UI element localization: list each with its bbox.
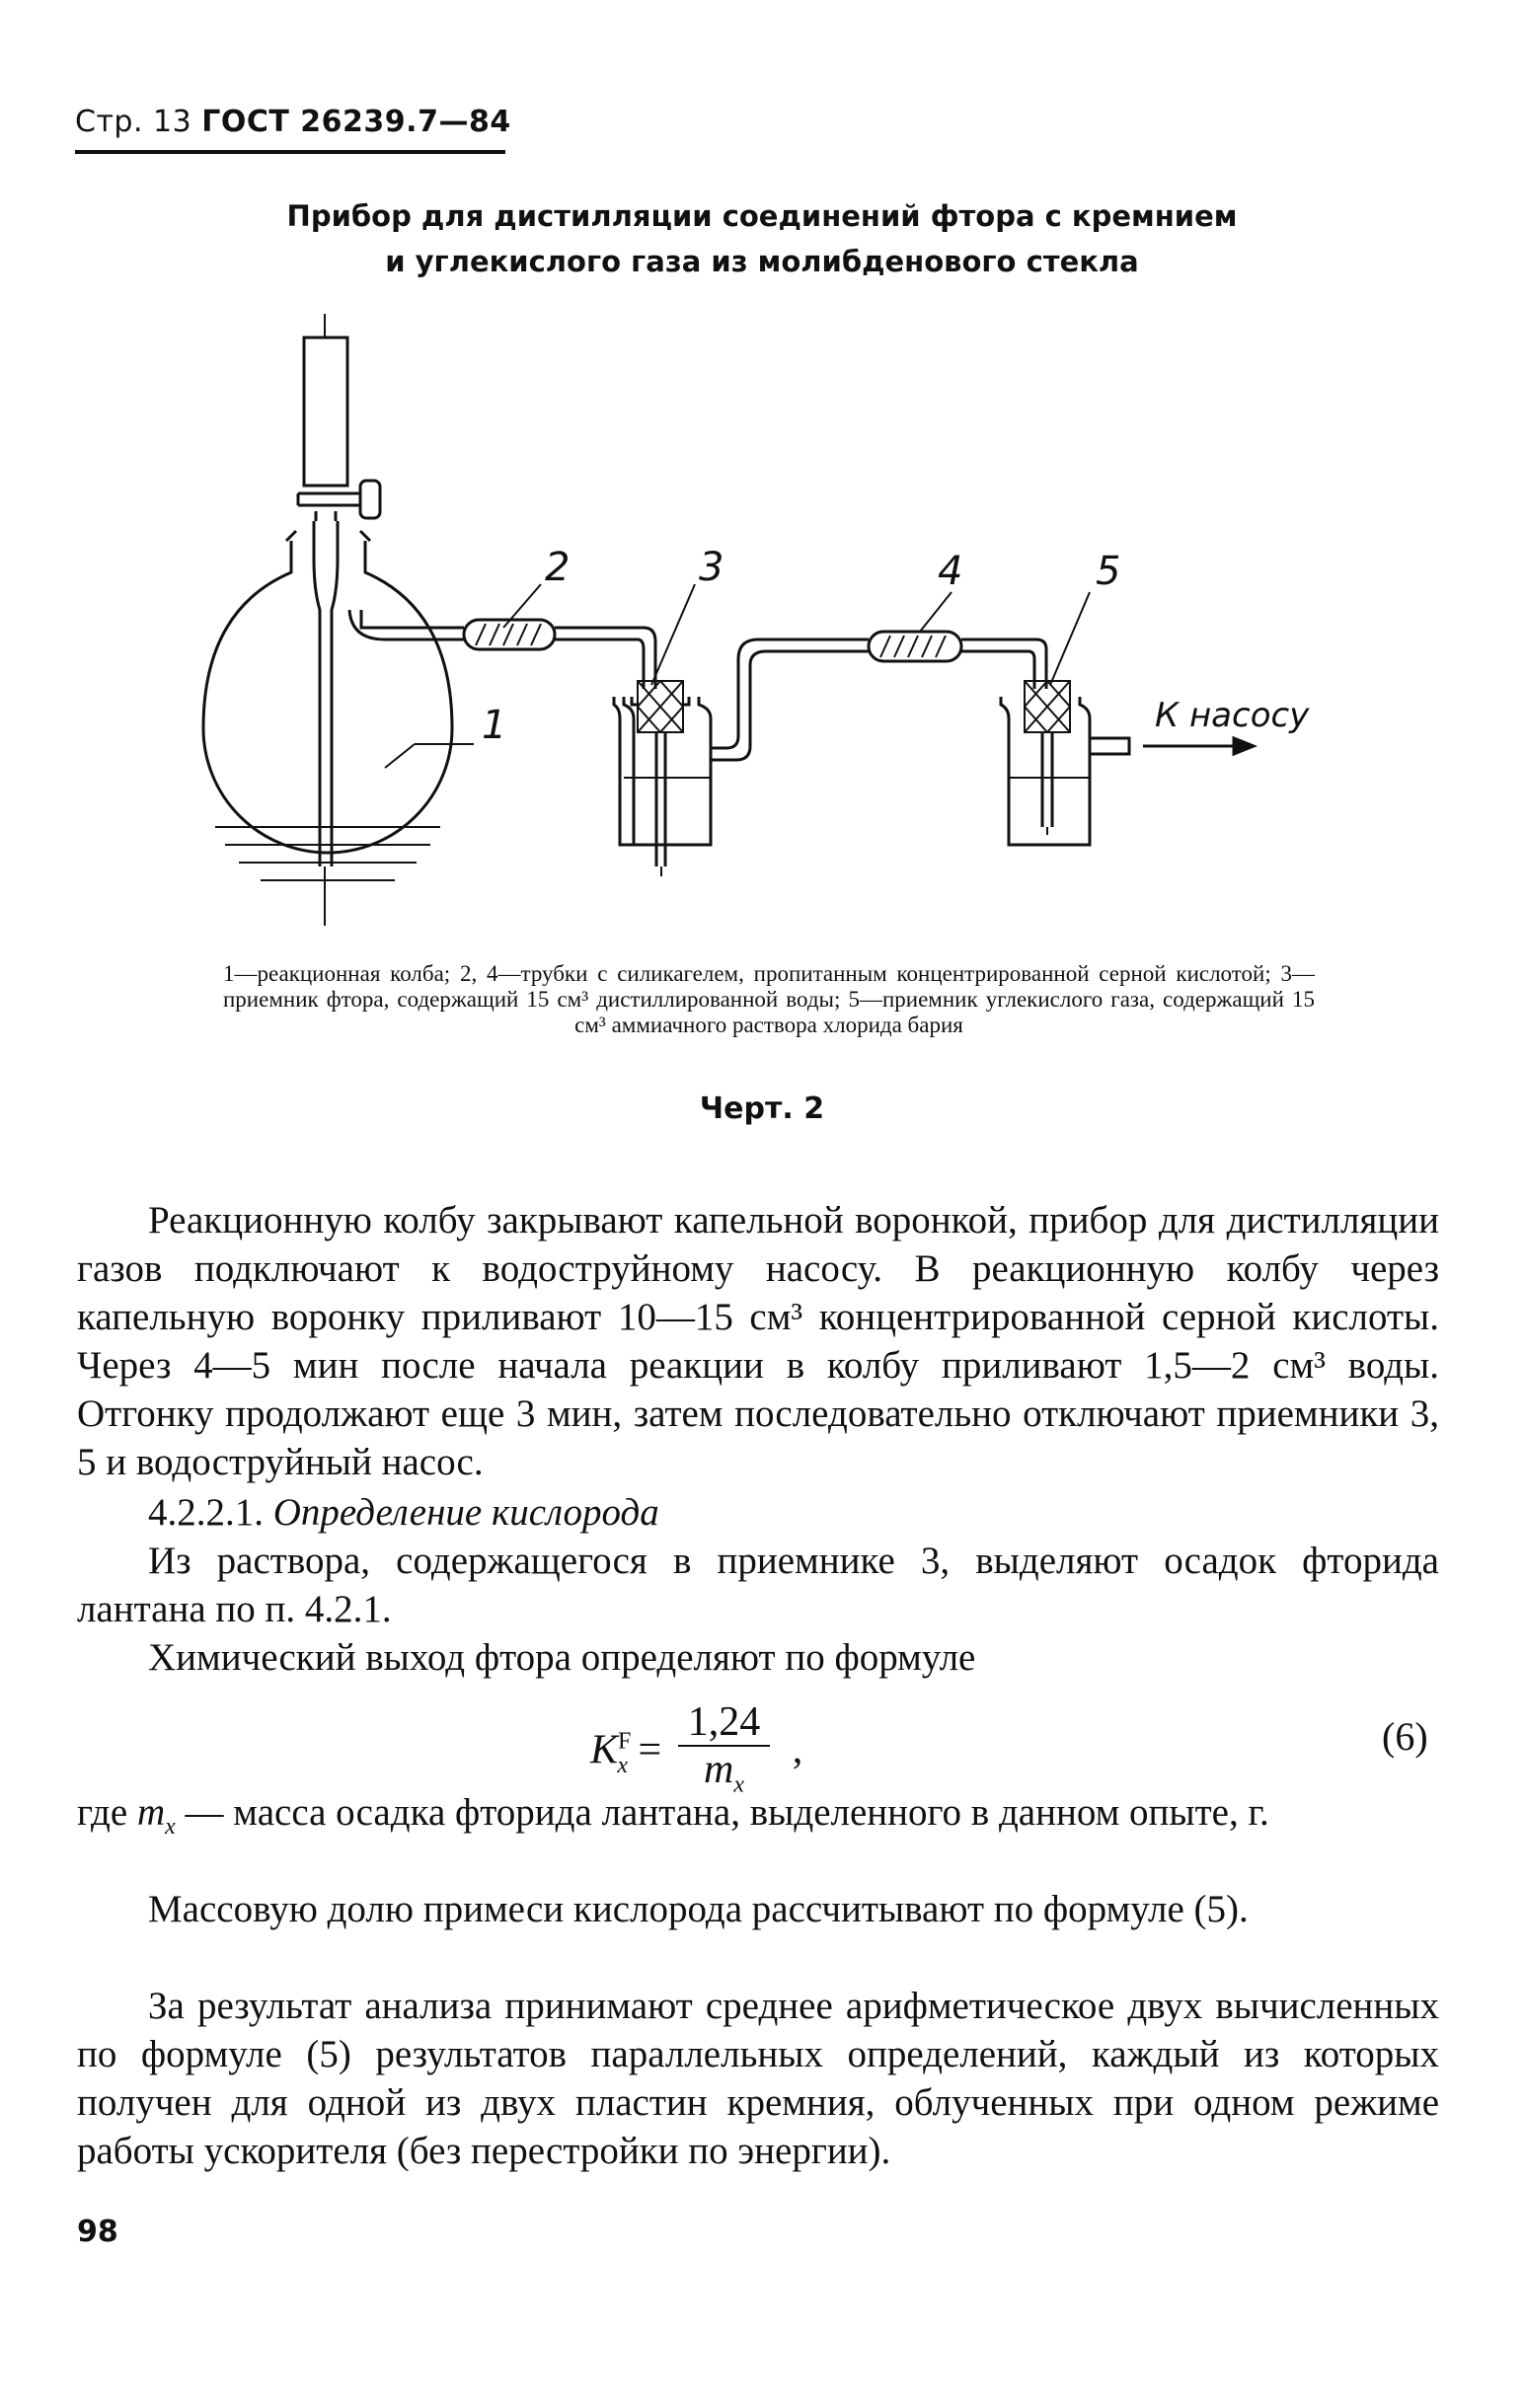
silica-tube-4	[869, 632, 1046, 689]
formula-sup: F	[618, 1728, 632, 1755]
title-line-2: и углекислого газа из молибденового стекла	[385, 245, 1139, 278]
pump-label: К насосу	[1155, 696, 1310, 735]
label-5: 5	[1096, 549, 1121, 594]
dropping-funnel	[298, 314, 380, 926]
section-title: Определение кислорода	[272, 1491, 659, 1534]
label-3: 3	[699, 545, 724, 590]
apparatus-diagram	[178, 314, 1372, 945]
formula-sub: x	[617, 1752, 629, 1778]
standard-number: ГОСТ 26239.7—84	[201, 105, 511, 139]
title-line-1: Прибор для дистилляции соединений фтора с кремнием	[286, 199, 1238, 233]
formula-eq: =	[638, 1727, 662, 1773]
paragraph-5: За результат анализа принимают среднее арифметическое двух вычисленных по формуле (5) результатов параллельных определений, каждый из которых получен для одной из двух пластин кремния, облученных при одном режиме работы ускорителя (без перестройки по энергии).	[77, 1985, 1439, 2172]
paragraph-4: Массовую долю примеси кислорода рассчитывают по формуле (5).	[148, 1888, 1249, 1930]
reaction-flask	[203, 531, 452, 880]
figure-number: Черт. 2	[699, 1091, 825, 1126]
label-4: 4	[938, 549, 963, 594]
formula-numerator: 1,24	[678, 1699, 771, 1747]
silica-tube-2	[385, 620, 655, 689]
running-header	[75, 105, 511, 139]
header-rule	[75, 150, 505, 154]
paragraph-3: Химический выход фтора определяют по формуле	[148, 1636, 976, 1679]
figure-title	[197, 193, 1327, 284]
equation-number: (6)	[1382, 1714, 1428, 1759]
figure-caption: 1—реакционная колба; 2, 4—трубки с силикагелем, пропитанным концентрированной серной кислотой; 3—приемник фтора, содержащий 15 см³ дистиллированной воды; 5—приемник углекислого газа, содержащий 15 см³ аммиачного раствора хлорида бария	[223, 961, 1315, 1037]
label-2: 2	[545, 545, 571, 590]
page-number: 98	[77, 2215, 118, 2249]
label-1: 1	[482, 703, 507, 748]
receiver-3	[614, 640, 869, 876]
formula-comma: ,	[792, 1727, 803, 1773]
page-ref: Стр. 13	[75, 105, 192, 139]
section-number: 4.2.2.1.	[148, 1491, 264, 1534]
formula-den-var: m	[703, 1747, 734, 1792]
formula-den-sub: x	[733, 1771, 744, 1798]
paragraph-2: Из раствора, содержащегося в приемнике 3, выделяют осадок фторида лантана по п. 4.2.1.	[77, 1540, 1439, 1630]
formula-lhs: K	[590, 1727, 619, 1773]
where-var: m	[136, 1791, 166, 1834]
paragraph-1: Реакционную колбу закрывают капельной воронкой, прибор для дистилляции газов подключают к водоструйному насосу. В реакционную колбу через капельную воронку приливают 10—15 см³ концентрированной серной кислоты. Через 4—5 мин после начала реакции в колбу приливают 1,5—2 см³ воды. Отгонку продолжают еще 3 мин, затем последовательно отключают приемники 3, 5 и водоструйный насос.	[77, 1199, 1439, 1483]
where-word: где	[77, 1791, 128, 1834]
where-var-sub: x	[165, 1813, 176, 1840]
where-definition: — масса осадка фторида лантана, выделенного в данном опыте, г.	[175, 1791, 1269, 1834]
section-heading	[77, 1488, 1439, 1537]
where-clause	[77, 1788, 1524, 1851]
